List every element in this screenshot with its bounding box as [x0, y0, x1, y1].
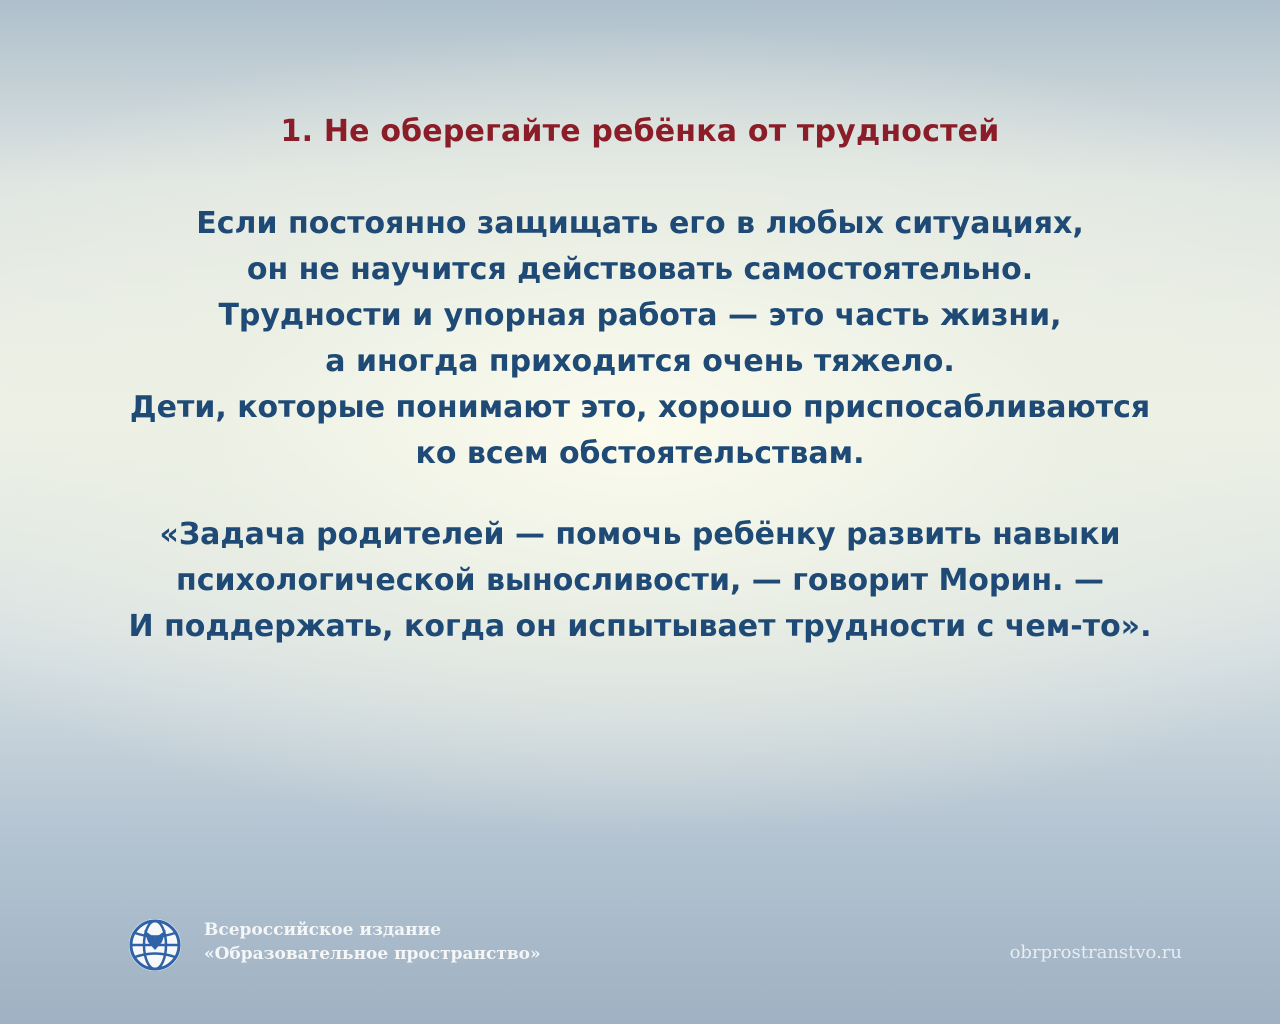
globe-logo-icon	[126, 916, 184, 974]
footer	[0, 900, 1280, 990]
slide-title: 1. Не оберегайте ребёнка от трудностей	[280, 114, 1000, 149]
paragraph-line: Если постоянно защищать его в любых ситуациях,	[196, 206, 1084, 241]
paragraph-line: Дети, которые понимают это, хорошо приспосабливаются	[129, 390, 1151, 425]
quote-line: психологической выносливости, — говорит Морин. —	[176, 563, 1104, 598]
paragraph-line: он не научится действовать самостоятельно.	[246, 252, 1034, 287]
publisher-line: Всероссийское издание	[204, 920, 442, 940]
advice-paragraph	[0, 201, 1280, 477]
quote-paragraph	[0, 512, 1280, 650]
website-link[interactable]: obrprostranstvo.ru	[1009, 942, 1182, 963]
publisher-name	[204, 918, 541, 966]
paragraph-line: ко всем обстоятельствам.	[415, 436, 865, 471]
paragraph-line: а иногда приходится очень тяжело.	[325, 344, 955, 379]
publisher-line: «Образовательное пространство»	[204, 944, 541, 964]
quote-line: «Задача родителей — помочь ребёнку развить навыки	[159, 517, 1121, 552]
quote-line: И поддержать, когда он испытывает трудности с чем-то».	[128, 609, 1152, 644]
paragraph-line: Трудности и упорная работа — это часть жизни,	[218, 298, 1062, 333]
